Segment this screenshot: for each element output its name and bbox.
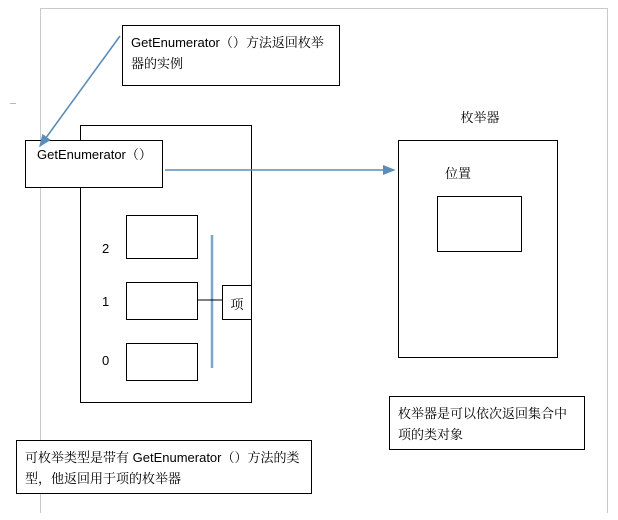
getenumerator-method-label: GetEnumerator（） [37, 147, 152, 162]
collection-item-box-1 [126, 282, 198, 320]
collection-index-1: 1 [102, 294, 110, 309]
enumerator-title: 枚举器 [460, 110, 500, 125]
callout-enumerable-description: 可枚举类型是带有 GetEnumerator（）方法的类型，他返回用于项的枚举器 [16, 440, 312, 494]
collection-index-2: 2 [102, 241, 110, 256]
ruler-tick-left [10, 103, 16, 104]
position-box [437, 196, 522, 252]
page-edge-top [40, 8, 608, 9]
page-edge-right [607, 8, 608, 513]
collection-index-0: 0 [102, 353, 110, 368]
callout-enumerator-description: 枚举器是可以依次返回集合中项的类对象 [389, 396, 585, 450]
callout-getenumerator-returns: GetEnumerator（）方法返回枚举器的实例 [122, 25, 340, 86]
collection-item-box-0 [126, 343, 198, 381]
position-label: 位置 [444, 166, 471, 181]
collection-item-box-2 [126, 215, 198, 259]
page-edge-left [40, 8, 41, 513]
item-box-label: 项 [230, 297, 244, 312]
